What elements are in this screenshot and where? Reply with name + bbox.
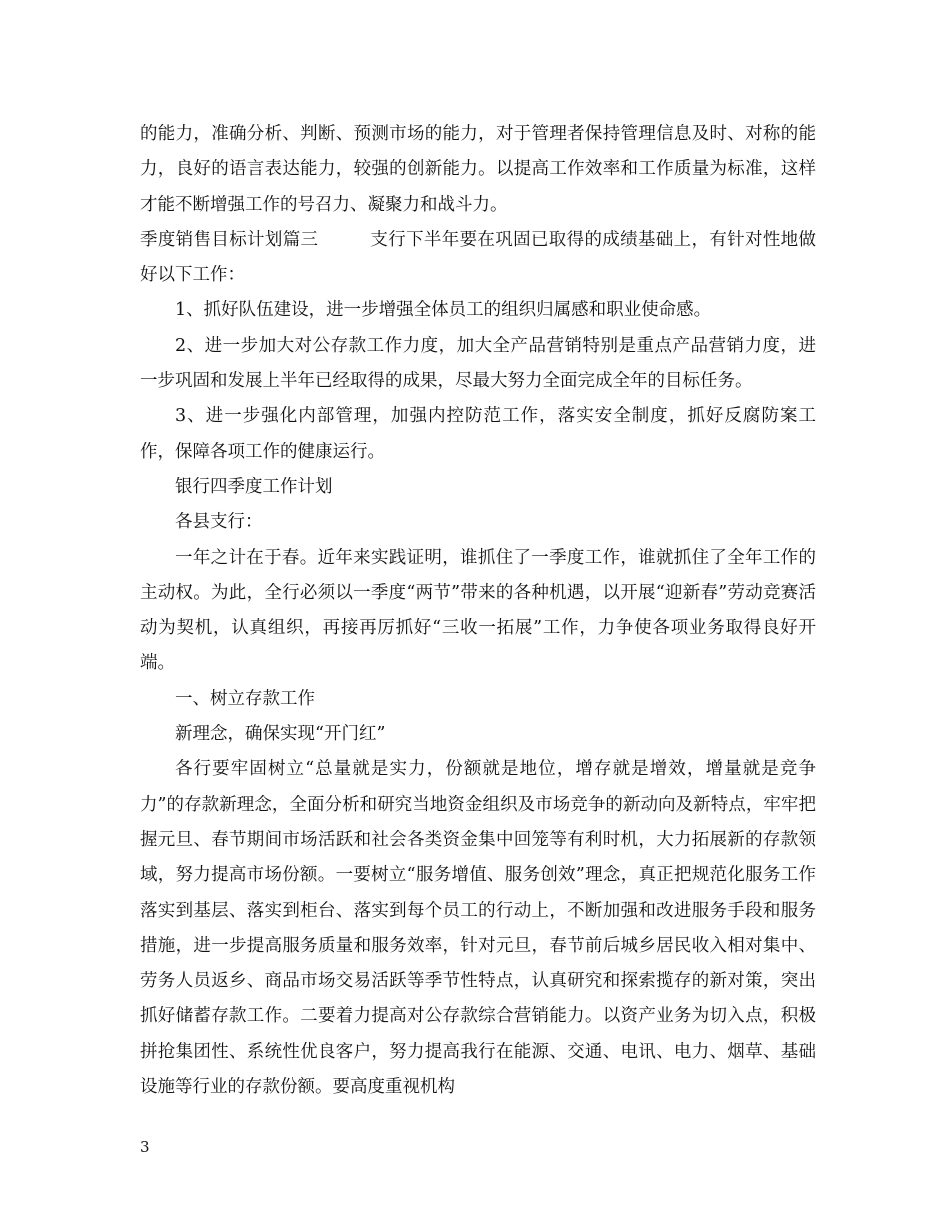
document-title: 银行四季度工作计划 bbox=[175, 476, 333, 497]
paragraph-item-2: 2、进一步加大对公存款工作力度，加大全产品营销特别是重点产品营销力度，进一步巩固和发展上半年已经取得的成果，尽最大努力全面完成全年的目标任务。 bbox=[140, 335, 816, 392]
paragraph-continuation: 的能力，准确分析、判断、预测市场的能力，对于管理者保持管理信息及时、对称的能力，良好的语言表达能力，较强的创新能力。以提高工作效率和工作质量为标准，这样才能不断增强工作的号召力、凝聚力和战斗力。 bbox=[140, 124, 816, 215]
section-heading-1-continued: 新理念，确保实现“开门红” bbox=[175, 724, 386, 745]
paragraph-intro: 一年之计在于春。近年来实践证明，谁抓住了一季度工作，谁就抓住了全年工作的主动权。为此，全行必须以一季度“两节”带来的各种机遇，以开展“迎新春”劳动竞赛活动为契机，认真组织，再接再厉抓好“三收一拓展”工作，力争使各项业务取得良好开端。 bbox=[140, 547, 816, 674]
paragraph-section-three bbox=[140, 223, 816, 294]
paragraph-deposit-strategy: 各行要牢固树立“总量就是实力，份额就是地位，增存就是增效，增量就是竞争力”的存款新理念，全面分析和研究当地资金组织及市场竞争的新动向及新特点，牢牢把握元旦、春节期间市场活跃和社会各类资金集中回笼等有利时机，大力拓展新的存款领域，努力提高市场份额。一要树立“服务增值、服务创效”理念，真正把规范化服务工作落实到基层、落实到柜台、落实到每个员工的行动上，不断加强和改进服务手段和服务措施，进一步提高服务质量和服务效率，针对元旦，春节前后城乡居民收入相对集中、劳务人员返乡、商品市场交易活跃等季节性特点，认真研究和探索揽存的新对策，突出抓好储蓄存款工作。二要着力提高对公存款综合营销能力。以资产业务为切入点，积极拼抢集团性、系统性优良客户，努力提高我行在能源、交通、电讯、电力、烟草、基础设施等行业的存款份额。要高度重视机构 bbox=[140, 759, 816, 1098]
section-heading: 季度销售目标计划篇三 bbox=[140, 229, 319, 250]
section-heading-1: 一、树立存款工作 bbox=[175, 688, 315, 709]
document-body bbox=[140, 117, 816, 1105]
paragraph-item-1: 1、抓好队伍建设，进一步增强全体员工的组织归属感和职业使命感。 bbox=[175, 300, 712, 321]
salutation: 各县支行： bbox=[175, 512, 263, 533]
section-intro: 支行下半年要在巩固已取得的成绩基础上，有针对性地做好以下工作： bbox=[140, 229, 817, 286]
page-number: 3 bbox=[140, 1138, 150, 1156]
paragraph-item-3: 3、进一步强化内部管理，加强内控防范工作，落实安全制度，抓好反腐防案工作，保障各项工作的健康运行。 bbox=[140, 406, 816, 462]
